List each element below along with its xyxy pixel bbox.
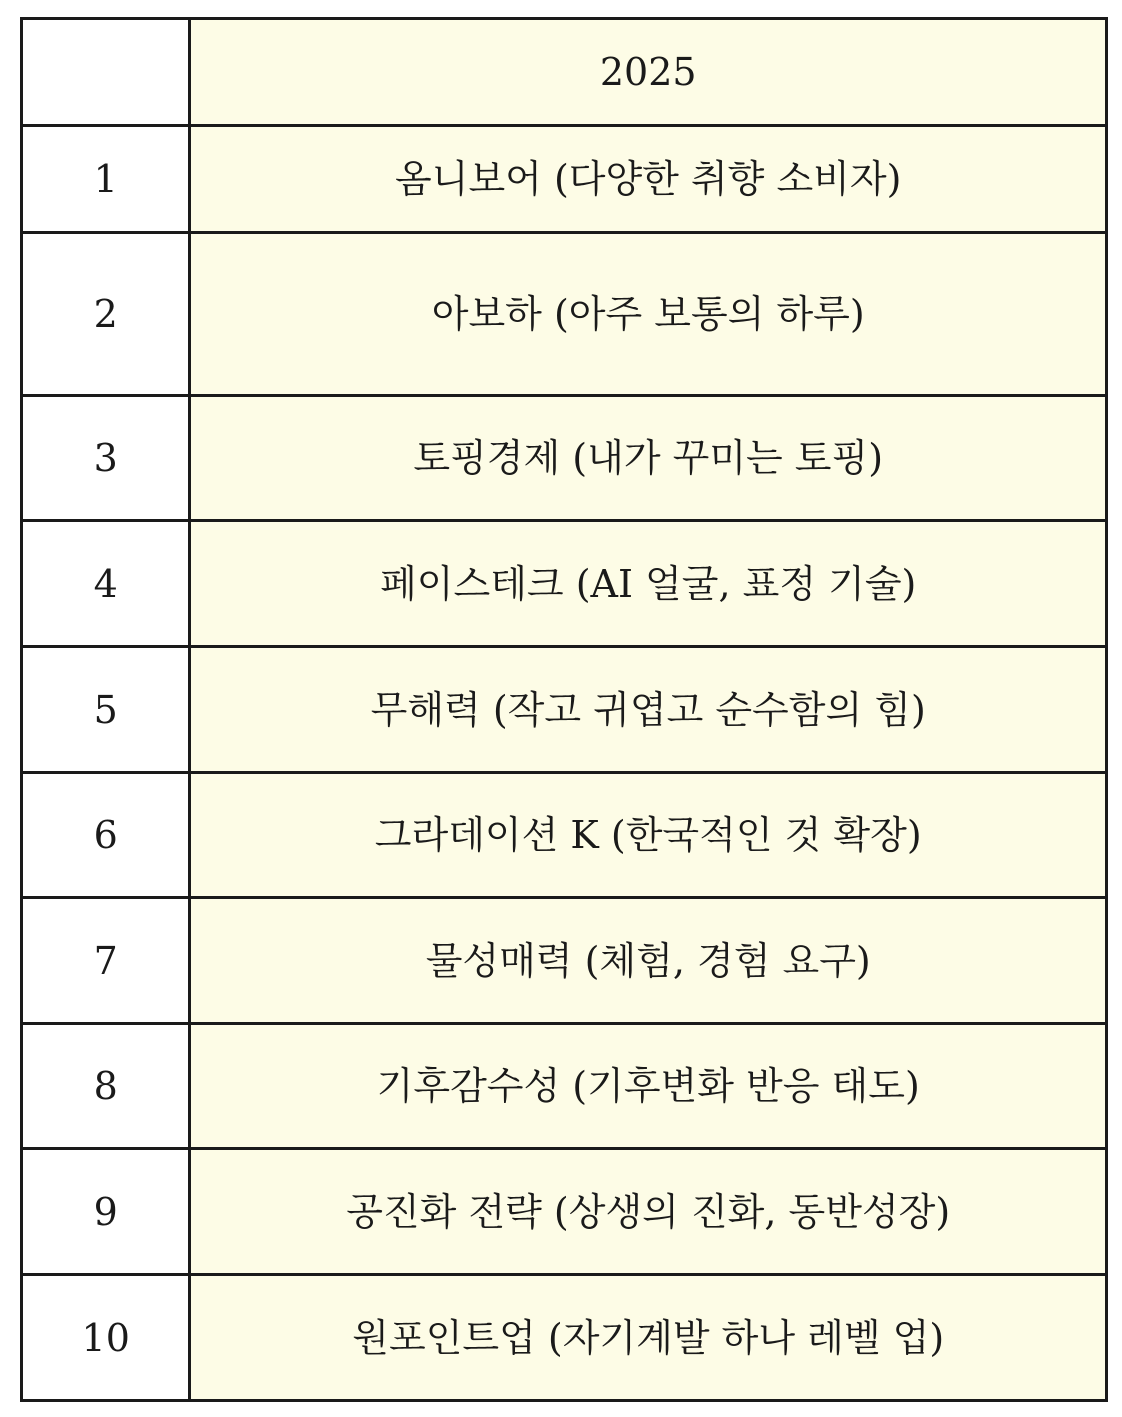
rank-cell: 6 xyxy=(22,773,190,898)
rank-cell: 4 xyxy=(22,521,190,647)
table-row xyxy=(22,396,1107,521)
table-row xyxy=(22,1024,1107,1149)
rank-cell: 10 xyxy=(22,1275,190,1401)
table-row xyxy=(22,773,1107,898)
table-row xyxy=(22,1275,1107,1401)
trend-cell: 아보하 (아주 보통의 하루) xyxy=(190,233,1107,396)
trend-cell: 그라데이션 K (한국적인 것 확장) xyxy=(190,773,1107,898)
trend-cell: 기후감수성 (기후변화 반응 태도) xyxy=(190,1024,1107,1149)
table-row xyxy=(22,521,1107,647)
rank-cell: 1 xyxy=(22,126,190,233)
header-corner-cell xyxy=(22,19,190,126)
table-row xyxy=(22,898,1107,1024)
rank-cell: 7 xyxy=(22,898,190,1024)
table-row xyxy=(22,126,1107,233)
rank-cell: 2 xyxy=(22,233,190,396)
rank-cell: 5 xyxy=(22,647,190,773)
trend-cell: 토핑경제 (내가 꾸미는 토핑) xyxy=(190,396,1107,521)
trend-cell: 원포인트업 (자기계발 하나 레벨 업) xyxy=(190,1275,1107,1401)
table-row xyxy=(22,647,1107,773)
trend-cell: 공진화 전략 (상생의 진화, 동반성장) xyxy=(190,1149,1107,1275)
header-row xyxy=(22,19,1107,126)
table-row xyxy=(22,233,1107,396)
trend-cell: 무해력 (작고 귀엽고 순수함의 힘) xyxy=(190,647,1107,773)
rank-cell: 8 xyxy=(22,1024,190,1149)
trend-cell: 물성매력 (체험, 경험 요구) xyxy=(190,898,1107,1024)
trend-table xyxy=(20,17,1108,1402)
trend-cell: 옴니보어 (다양한 취향 소비자) xyxy=(190,126,1107,233)
trend-cell: 페이스테크 (AI 얼굴, 표정 기술) xyxy=(190,521,1107,647)
header-year-cell: 2025 xyxy=(190,19,1107,126)
rank-cell: 9 xyxy=(22,1149,190,1275)
rank-cell: 3 xyxy=(22,396,190,521)
table-row xyxy=(22,1149,1107,1275)
